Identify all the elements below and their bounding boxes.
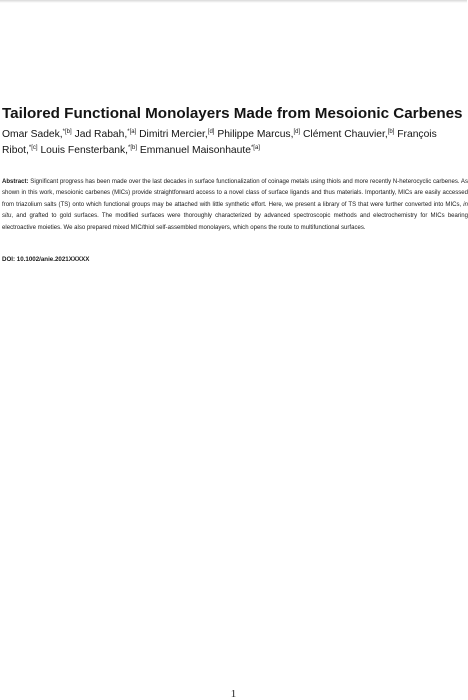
author-affiliation: [d] — [207, 129, 215, 135]
page-number: 1 — [230, 688, 237, 700]
abstract — [2, 177, 468, 234]
author-name: Jad Rabah, — [74, 129, 128, 140]
author-list — [2, 127, 464, 159]
author-affiliation: [d] — [293, 129, 301, 135]
doi: DOI: 10.1002/anie.2021XXXXX — [2, 256, 90, 263]
author-name: François Ribot, — [2, 129, 437, 156]
author-affiliation: *[b] — [128, 145, 138, 151]
author-affiliation: *[c] — [28, 145, 38, 151]
paper-title: Tailored Functional Monolayers Made from Mesoionic Carbenes — [2, 105, 463, 122]
author-name: Emmanuel Maisonhaute — [139, 145, 251, 156]
author-affiliation: *[a] — [250, 145, 260, 151]
abstract-text-part1: Significant progress has been made over the last decades in surface functionalization of coinage metals using thiols and more recently N-heterocyclic carbenes. As shown in this work, mesoionic carbenes (MICs) provide straightforward access to a novel class of surface ligands and thus materials. Importantly, MICs are easily accessed from triazolium salts (TS) onto which functional groups may be attached with little synthetic effort. Here, we present a library of TS that were further converted into MICs, — [2, 179, 468, 208]
author-affiliation: [b] — [387, 129, 395, 135]
author-name: Louis Fensterbank, — [40, 145, 129, 156]
author-name: Omar Sadek, — [2, 129, 63, 140]
author-name: Dimitri Mercier, — [139, 129, 208, 140]
abstract-text-part2: , and grafted to gold surfaces. The modified surfaces were thoroughly characterized by advanced spectroscopic methods and electrochemistry for MICs bearing electroactive moieties. We also prepared mixed MIC/thiol self-assembled monolayers, which opens the route to multifunctional surfaces. — [2, 213, 468, 231]
abstract-label: Abstract: — [2, 179, 29, 185]
page-top-edge — [0, 0, 467, 3]
abstract-italic-term: in situ — [2, 201, 468, 220]
author-affiliation: *[b] — [62, 129, 72, 135]
author-name: Philippe Marcus, — [217, 129, 294, 140]
author-name: Clément Chauvier, — [303, 129, 388, 140]
author-affiliation: *[a] — [127, 129, 137, 135]
